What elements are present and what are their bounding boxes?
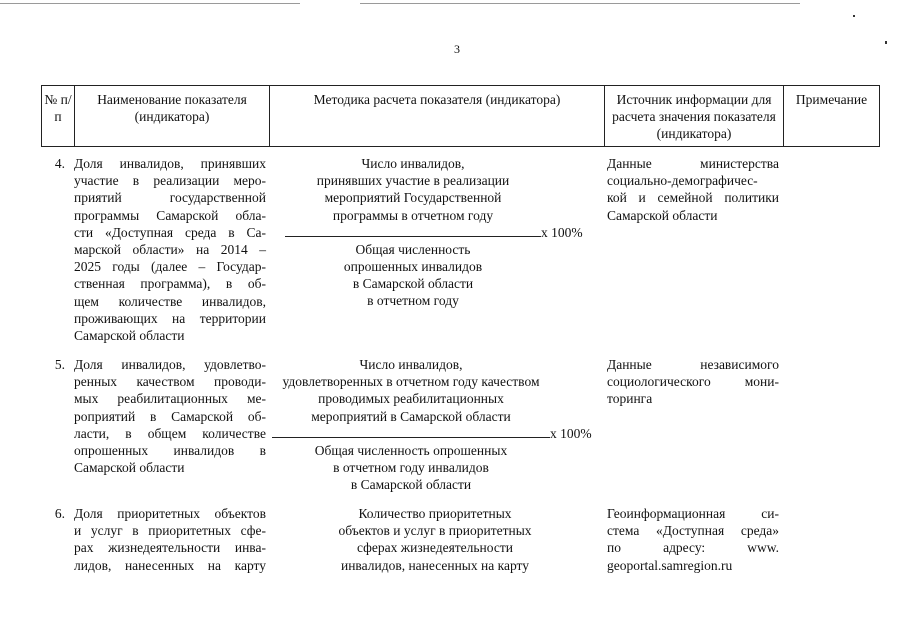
denominator-line: Общая численность опрошенных: [314, 442, 508, 458]
multiplier: х 100%: [550, 425, 592, 441]
indicator-name: Доля инвалидов, удовлетво- ренных качеством проводи- мых реабилитационных ме- роприятий в Самарской об- ласти, в общем количестве опрошенных инвалидов в Самарской области: [74, 357, 266, 476]
table-header: [41, 85, 880, 147]
row-number: 4.: [54, 156, 65, 171]
header-indicator-name: Наименование показателя (индикатора): [75, 86, 270, 147]
denominator-line: в отчетном году: [367, 293, 459, 309]
calculation-formula: [272, 356, 592, 493]
numerator-line: программы в отчетном году: [332, 207, 494, 223]
denominator-line: Общая численность: [355, 241, 471, 257]
denominator-line: в Самарской области: [352, 276, 474, 292]
numerator-line: объектов и услуг в приоритетных: [338, 523, 532, 539]
numerator-line: удовлетворенных в отчетном году качеством: [282, 374, 540, 390]
numerator-line: инвалидов, нанесенных на карту: [340, 557, 529, 573]
row-number: 5.: [54, 357, 65, 372]
fraction-bar: [272, 425, 592, 442]
numerator-line: Количество приоритетных: [358, 506, 512, 521]
information-source: Данные министерства социально-демографичес- кой и семейной политики Самарской области: [607, 156, 779, 223]
header-note: Примечание: [784, 86, 880, 147]
denominator-line: опрошенных инвалидов: [343, 259, 483, 275]
numerator-line: мероприятий Государственной: [324, 190, 502, 206]
scan-edge-line: [0, 3, 300, 4]
page-number: 3: [454, 42, 460, 56]
scan-speck: [885, 41, 887, 44]
header-number: № п/п: [42, 86, 75, 147]
scan-speck: [853, 15, 855, 17]
numerator-line: Число инвалидов,: [361, 156, 465, 171]
fraction-bar: [285, 224, 583, 241]
numerator-line: принявших участие в реализации: [316, 173, 510, 189]
numerator-line: Число инвалидов,: [359, 357, 463, 372]
header-source: Источник информации для расчета значения показателя (индикатора): [605, 86, 784, 147]
numerator-line: проводимых реабилитационных: [318, 391, 504, 407]
indicator-name: Доля приоритетных объектов и услуг в приоритетных сфе- рах жизнедеятельности инва- лидов, нанесенных на карту: [74, 506, 266, 573]
calculation-formula: [300, 505, 570, 574]
indicator-name: Доля инвалидов, принявших участие в реализации меро- приятий государственной программы Самарской обла- сти «Доступная среда в Са- марской области» на 2014 – 2025 годы (далее – Государ- ственная программа), в об- щем количестве инвалидов, проживающих на территории Самарской области: [74, 156, 266, 344]
row-number: 6.: [54, 506, 65, 521]
information-source: Данные независимого социологического мони- торинга: [607, 357, 779, 407]
calculation-formula: [285, 155, 583, 310]
multiplier: х 100%: [541, 224, 583, 240]
header-method: Методика расчета показателя (индикатора): [270, 86, 605, 147]
denominator-line: в Самарской области: [350, 477, 472, 493]
numerator-line: сферах жизнедеятельности: [357, 540, 513, 556]
numerator-line: мероприятий в Самарской области: [311, 408, 511, 424]
denominator-line: в отчетном году инвалидов: [333, 460, 489, 476]
scan-edge-line: [360, 3, 800, 4]
information-source: Геоинформационная си- стема «Доступная среда» по адресу: www. geoportal.samregion.ru: [607, 506, 779, 573]
